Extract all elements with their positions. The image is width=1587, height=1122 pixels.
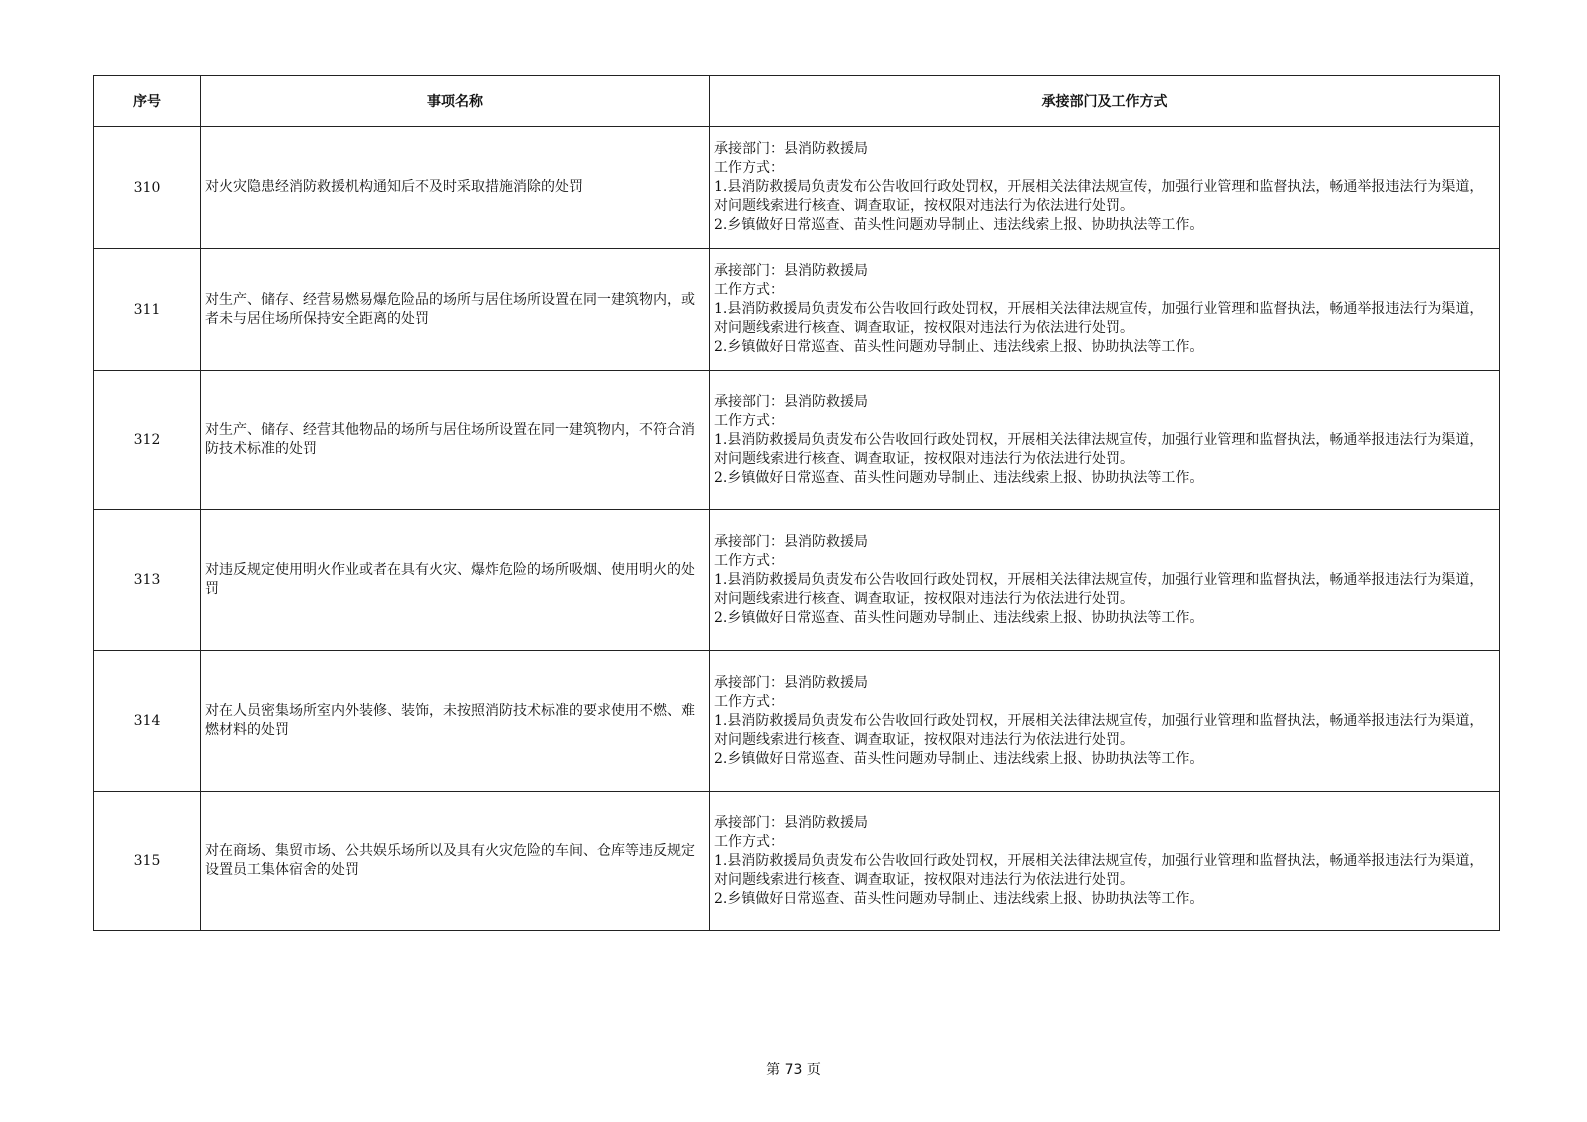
- method-step-2: 2.乡镇做好日常巡查、苗头性问题劝导制止、违法线索上报、协助执法等工作。: [714, 609, 1204, 626]
- table-row: [94, 510, 1500, 651]
- method-step-1: 1.县消防救援局负责发布公告收回行政处罚权，开展相关法律法规宣传，加强行业管理和监督执法，畅通举报违法行为渠道，对问题线索进行核查、调查取证，按权限对违法行为依法进行处罚。: [714, 431, 1484, 467]
- row-dept-method: [710, 510, 1500, 651]
- dept-line: 承接部门：县消防救援局: [714, 263, 868, 279]
- row-index: 315: [94, 792, 201, 931]
- method-step-1: 1.县消防救援局负责发布公告收回行政处罚权，开展相关法律法规宣传，加强行业管理和监督执法，畅通举报违法行为渠道，对问题线索进行核查、调查取证，按权限对违法行为依法进行处罚。: [714, 712, 1484, 748]
- method-step-2: 2.乡镇做好日常巡查、苗头性问题劝导制止、违法线索上报、协助执法等工作。: [714, 339, 1204, 355]
- method-label: 工作方式：: [714, 693, 784, 710]
- row-item-name: 对在人员密集场所室内外装修、装饰，未按照消防技术标准的要求使用不燃、难燃材料的处罚: [201, 651, 710, 792]
- dept-line: 承接部门：县消防救援局: [714, 674, 868, 691]
- method-step-2: 2.乡镇做好日常巡查、苗头性问题劝导制止、违法线索上报、协助执法等工作。: [714, 217, 1204, 233]
- header-item-name: 事项名称: [201, 76, 710, 127]
- row-index: 311: [94, 249, 201, 371]
- row-dept-method: [710, 371, 1500, 510]
- row-dept-method: [710, 127, 1500, 249]
- dept-line: 承接部门：县消防救援局: [714, 141, 868, 157]
- method-step-2: 2.乡镇做好日常巡查、苗头性问题劝导制止、违法线索上报、协助执法等工作。: [714, 750, 1204, 767]
- method-step-2: 2.乡镇做好日常巡查、苗头性问题劝导制止、违法线索上报、协助执法等工作。: [714, 469, 1204, 486]
- row-item-name: 对生产、储存、经营易燃易爆危险品的场所与居住场所设置在同一建筑物内，或者未与居住场所保持安全距离的处罚: [201, 249, 710, 371]
- table-header-row: [94, 76, 1500, 127]
- items-table: [93, 75, 1500, 931]
- page-number: 第 73 页: [766, 1062, 821, 1078]
- method-step-1: 1.县消防救援局负责发布公告收回行政处罚权，开展相关法律法规宣传，加强行业管理和监督执法，畅通举报违法行为渠道，对问题线索进行核查、调查取证，按权限对违法行为依法进行处罚。: [714, 179, 1484, 214]
- header-dept-method: 承接部门及工作方式: [710, 76, 1500, 127]
- row-dept-method: [710, 651, 1500, 792]
- row-item-name: 对在商场、集贸市场、公共娱乐场所以及具有火灾危险的车间、仓库等违反规定设置员工集体宿舍的处罚: [201, 792, 710, 931]
- method-label: 工作方式：: [714, 282, 784, 298]
- row-item-name: 对火灾隐患经消防救援机构通知后不及时采取措施消除的处罚: [201, 127, 710, 249]
- method-label: 工作方式：: [714, 160, 784, 176]
- table-row: [94, 371, 1500, 510]
- row-index: 314: [94, 651, 201, 792]
- dept-line: 承接部门：县消防救援局: [714, 393, 868, 410]
- method-step-1: 1.县消防救援局负责发布公告收回行政处罚权，开展相关法律法规宣传，加强行业管理和监督执法，畅通举报违法行为渠道，对问题线索进行核查、调查取证，按权限对违法行为依法进行处罚。: [714, 852, 1484, 888]
- method-step-1: 1.县消防救援局负责发布公告收回行政处罚权，开展相关法律法规宣传，加强行业管理和监督执法，畅通举报违法行为渠道，对问题线索进行核查、调查取证，按权限对违法行为依法进行处罚。: [714, 571, 1484, 607]
- row-item-name: 对违反规定使用明火作业或者在具有火灾、爆炸危险的场所吸烟、使用明火的处罚: [201, 510, 710, 651]
- row-index: 313: [94, 510, 201, 651]
- table-row: [94, 651, 1500, 792]
- row-index: 312: [94, 371, 201, 510]
- dept-line: 承接部门：县消防救援局: [714, 814, 868, 831]
- dept-line: 承接部门：县消防救援局: [714, 533, 868, 550]
- row-dept-method: [710, 249, 1500, 371]
- header-index: 序号: [94, 76, 201, 127]
- table-row: [94, 249, 1500, 371]
- method-label: 工作方式：: [714, 552, 784, 569]
- method-step-1: 1.县消防救援局负责发布公告收回行政处罚权，开展相关法律法规宣传，加强行业管理和监督执法，畅通举报违法行为渠道，对问题线索进行核查、调查取证，按权限对违法行为依法进行处罚。: [714, 301, 1484, 336]
- row-index: 310: [94, 127, 201, 249]
- table-row: [94, 792, 1500, 931]
- method-label: 工作方式：: [714, 833, 784, 850]
- row-item-name: 对生产、储存、经营其他物品的场所与居住场所设置在同一建筑物内，不符合消防技术标准的处罚: [201, 371, 710, 510]
- method-step-2: 2.乡镇做好日常巡查、苗头性问题劝导制止、违法线索上报、协助执法等工作。: [714, 890, 1204, 907]
- row-dept-method: [710, 792, 1500, 931]
- method-label: 工作方式：: [714, 412, 784, 429]
- table-row: [94, 127, 1500, 249]
